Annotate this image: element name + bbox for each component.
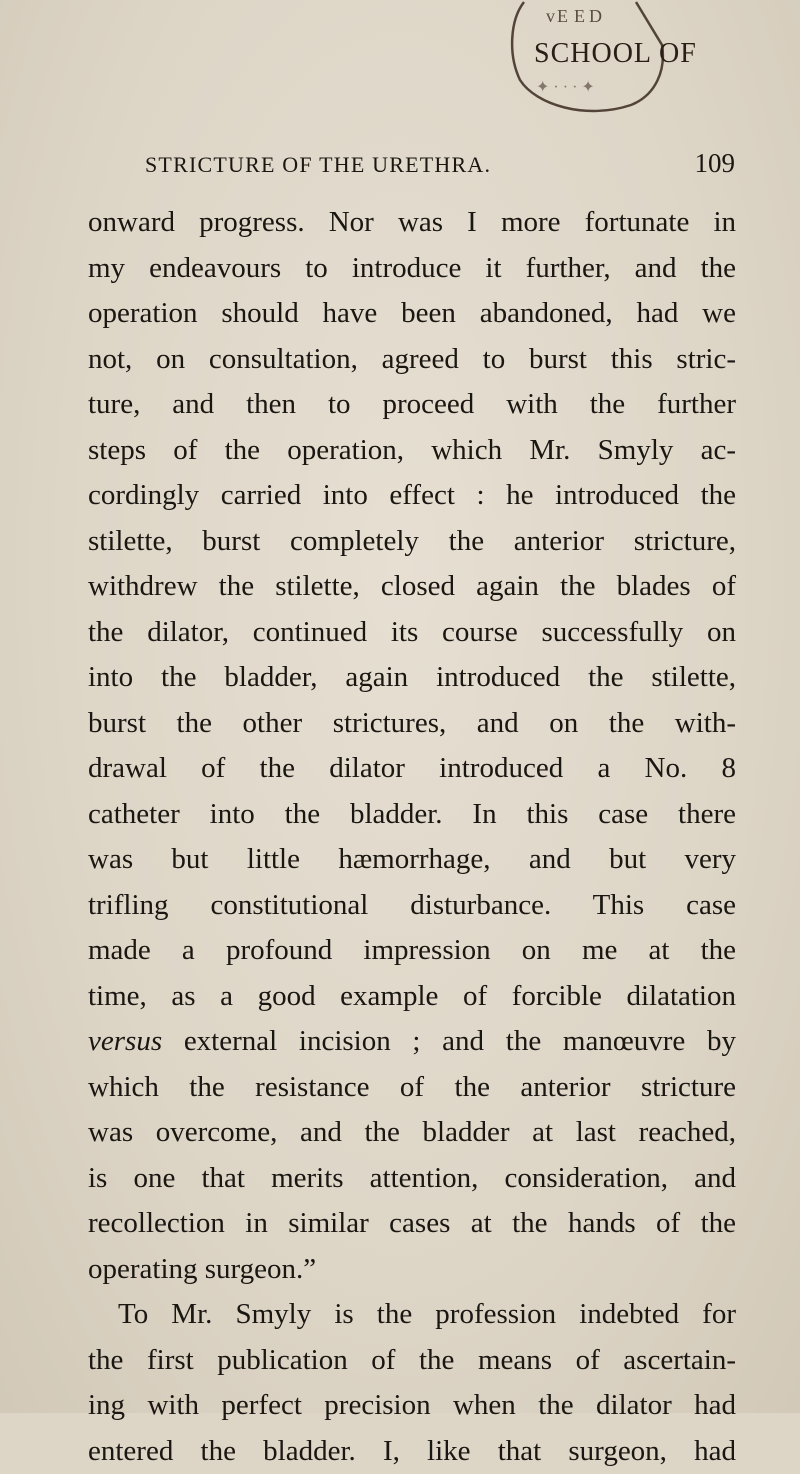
text-line: ture, and then to proceed with the further bbox=[88, 382, 736, 428]
text-line: my endeavours to introduce it further, and the bbox=[88, 246, 736, 292]
text-line: into the bladder, again introduced the stilette, bbox=[88, 655, 736, 701]
text-line: the dilator, continued its course successfully on bbox=[88, 610, 736, 656]
text-line: withdrew the stilette, closed again the blades of bbox=[88, 564, 736, 610]
text-line: burst the other strictures, and on the with- bbox=[88, 701, 736, 747]
text-line: trifling constitutional disturbance. This case bbox=[88, 883, 736, 929]
text-line: operating surgeon.” bbox=[88, 1247, 736, 1293]
text-line: drawal of the dilator introduced a No. 8 bbox=[88, 746, 736, 792]
text-line: not, on consultation, agreed to burst this stric- bbox=[88, 337, 736, 383]
page-number: 109 bbox=[695, 148, 736, 179]
text-line-italic bbox=[88, 1019, 736, 1065]
text-line: was but little hæmorrhage, and but very bbox=[88, 837, 736, 883]
text-line: was overcome, and the bladder at last reached, bbox=[88, 1110, 736, 1156]
stamp-text: SCHOOL OF bbox=[534, 38, 697, 69]
text-line: made a profound impression on me at the bbox=[88, 928, 736, 974]
svg-text:✦ · · · ✦: ✦ · · · ✦ bbox=[536, 79, 595, 96]
running-head: STRICTURE OF THE URETHRA. bbox=[145, 152, 491, 178]
svg-text:vEED: v E E D bbox=[546, 6, 602, 26]
text-line: To Mr. Smyly is the profession indebted for bbox=[88, 1292, 736, 1338]
text-line: steps of the operation, which Mr. Smyly ac- bbox=[88, 428, 736, 474]
text-line: the first publication of the means of ascertain- bbox=[88, 1338, 736, 1384]
library-stamp bbox=[506, 0, 666, 118]
text-line: recollection in similar cases at the hands of the bbox=[88, 1201, 736, 1247]
text-line: time, as a good example of forcible dilatation bbox=[88, 974, 736, 1020]
text-line: onward progress. Nor was I more fortunate in bbox=[88, 200, 736, 246]
body-text bbox=[88, 200, 736, 1474]
text-line: entered the bladder. I, like that surgeon, had bbox=[88, 1429, 736, 1474]
text-line: cordingly carried into effect : he introduced the bbox=[88, 473, 736, 519]
page-header bbox=[145, 152, 735, 188]
text-line: ing with perfect precision when the dilator had bbox=[88, 1383, 736, 1429]
text-line: catheter into the bladder. In this case there bbox=[88, 792, 736, 838]
italic-word: versus bbox=[88, 1025, 162, 1057]
text-line: which the resistance of the anterior stricture bbox=[88, 1065, 736, 1111]
text-line: stilette, burst completely the anterior stricture, bbox=[88, 519, 736, 565]
text-line: external incision ; and the manœuvre by bbox=[184, 1025, 736, 1057]
text-line: operation should have been abandoned, had we bbox=[88, 291, 736, 337]
text-line: is one that merits attention, consideration, and bbox=[88, 1156, 736, 1202]
